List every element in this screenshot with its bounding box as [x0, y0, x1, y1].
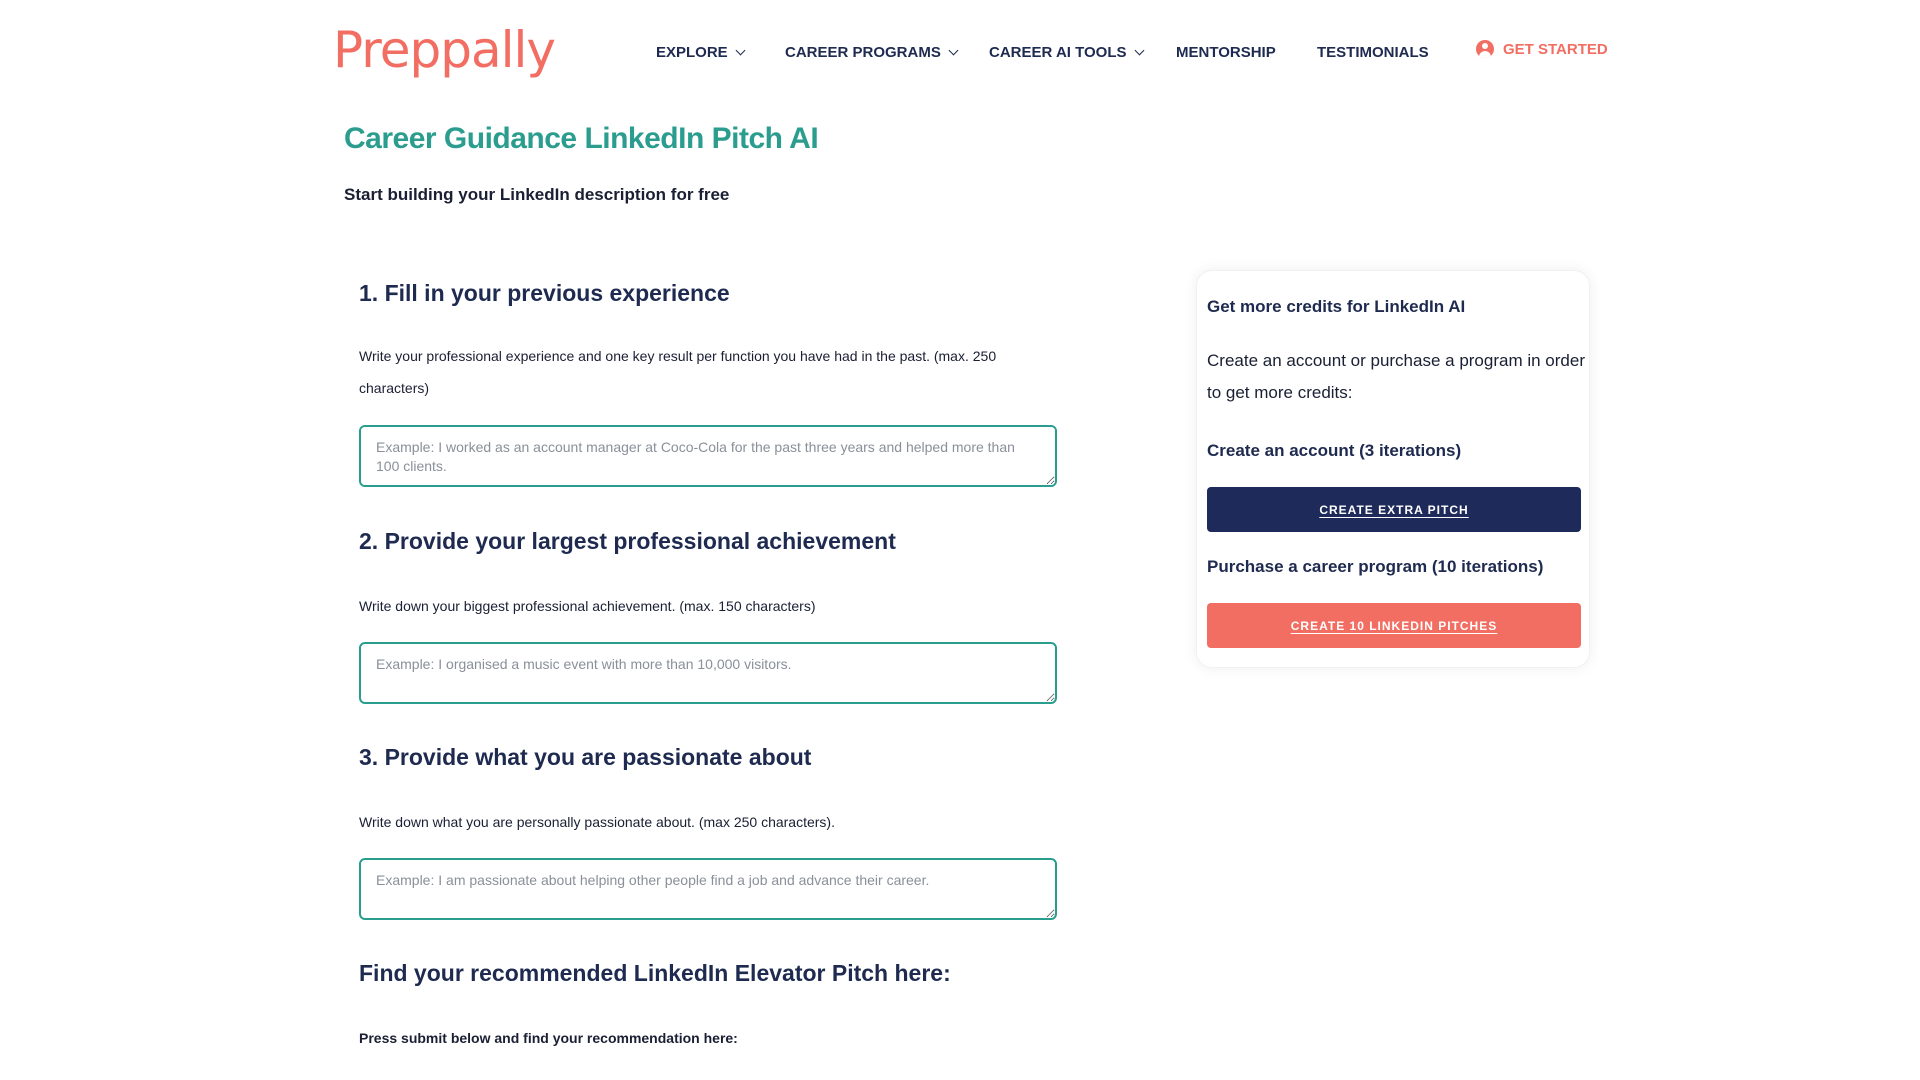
nav-explore-label: EXPLORE: [656, 43, 728, 61]
nav-mentorship-label: MENTORSHIP: [1176, 43, 1276, 61]
result-heading: Find your recommended LinkedIn Elevator Pitch here:: [359, 960, 951, 986]
logo-text: Preppally: [333, 21, 555, 79]
achievement-input[interactable]: [359, 642, 1057, 704]
preppally-logo[interactable]: [333, 20, 555, 80]
achievement-description: Write down your biggest professional achievement. (max. 150 characters): [359, 598, 816, 614]
get-started-link[interactable]: [1476, 40, 1608, 58]
nav-career-ai-tools[interactable]: [989, 44, 1143, 61]
create-10-linkedin-pitches-button[interactable]: CREATE 10 LINKEDIN PITCHES: [1207, 603, 1581, 648]
nav-career-programs[interactable]: [785, 44, 957, 61]
experience-input[interactable]: [359, 425, 1057, 487]
site-header: [0, 0, 1920, 104]
page-title: Career Guidance LinkedIn Pitch AI: [344, 122, 819, 155]
credits-card-text: Create an account or purchase a program in order to get more credits:: [1207, 351, 1585, 402]
nav-testimonials-label: TESTIMONIALS: [1317, 43, 1429, 61]
result-instruction: Press submit below and find your recommendation here:: [359, 1030, 738, 1046]
nav-career-ai-tools-label: CAREER AI TOOLS: [989, 43, 1127, 61]
page-subtitle: Start building your LinkedIn description for free: [344, 185, 730, 204]
chevron-down-icon: [948, 45, 958, 55]
chevron-down-icon: [1134, 45, 1144, 55]
nav-mentorship[interactable]: [1176, 44, 1276, 61]
credits-card-title: Get more credits for LinkedIn AI: [1207, 297, 1466, 316]
credits-card: [1196, 270, 1590, 668]
passion-description: Write down what you are personally passionate about. (max 250 characters).: [359, 814, 835, 830]
achievement-heading: 2. Provide your largest professional achievement: [359, 528, 896, 554]
experience-description: Write your professional experience and one key result per function you have had in the past. (max. 250 characters): [359, 348, 997, 396]
chevron-down-icon: [735, 45, 745, 55]
experience-heading: 1. Fill in your previous experience: [359, 280, 730, 306]
user-circle-icon: [1476, 40, 1494, 58]
create-extra-pitch-button[interactable]: CREATE EXTRA PITCH: [1207, 487, 1581, 532]
nav-testimonials[interactable]: [1317, 44, 1429, 61]
get-started-label: GET STARTED: [1503, 40, 1608, 58]
create-account-heading: Create an account (3 iterations): [1207, 441, 1462, 460]
nav-career-programs-label: CAREER PROGRAMS: [785, 43, 941, 61]
purchase-program-heading: Purchase a career program (10 iterations): [1207, 557, 1544, 576]
nav-explore[interactable]: [656, 44, 744, 61]
passion-heading: 3. Provide what you are passionate about: [359, 744, 812, 770]
passion-input[interactable]: [359, 858, 1057, 920]
